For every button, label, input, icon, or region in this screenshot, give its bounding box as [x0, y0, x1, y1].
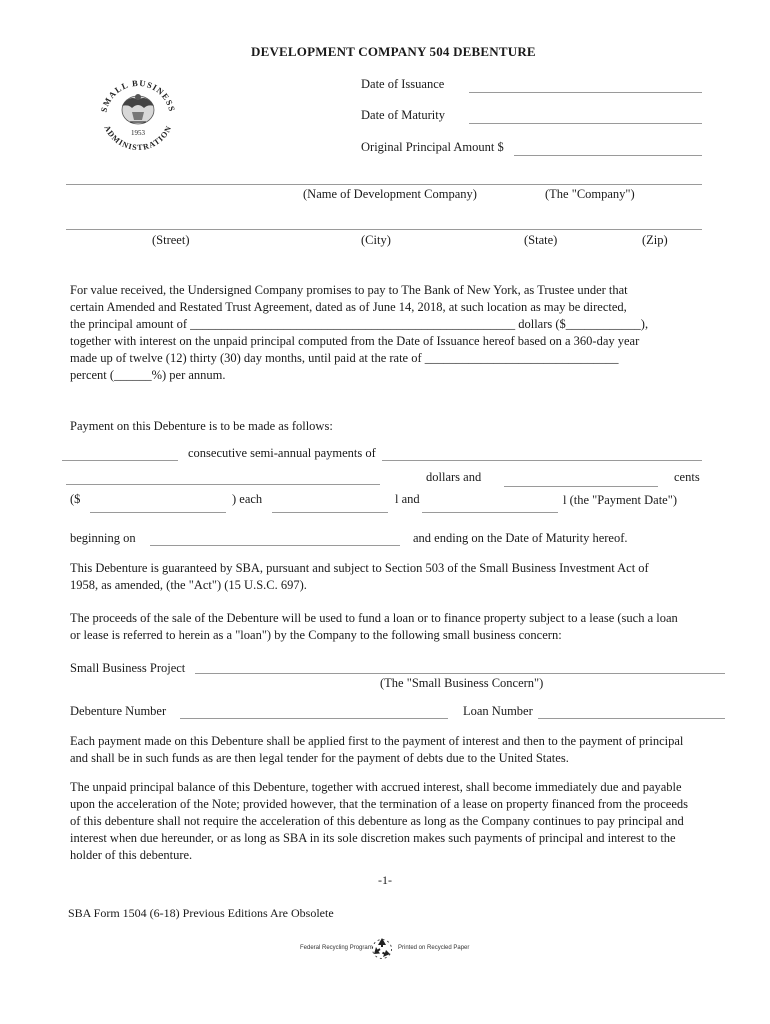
application-paragraph	[70, 733, 683, 767]
payment-amount-words-field[interactable]	[382, 460, 702, 461]
dollar-open-label: ($	[70, 492, 81, 506]
small-business-project-label: Small Business Project	[70, 661, 186, 675]
payment-intro: Payment on this Debenture is to be made as follows:	[70, 419, 333, 433]
application-line: and shall be in such funds as are then legal tender for the payment of debts due to the United States.	[70, 751, 569, 765]
application-line: Each payment made on this Debenture shall be applied first to the payment of interest and then to the payment of principal	[70, 734, 684, 748]
address-field[interactable]	[66, 229, 702, 230]
small-business-project-field[interactable]	[195, 673, 725, 674]
and-label: l and	[395, 492, 420, 506]
zip-label: (Zip)	[642, 233, 668, 247]
promise-paragraph	[70, 282, 648, 384]
guarantee-line: 1958, as amended, (the "Act") (15 U.S.C. 697).	[70, 578, 307, 592]
acceleration-line: upon the acceleration of the Note; provided however, that the termination of a lease on property financed from the proceeds	[70, 797, 689, 811]
sba-seal	[92, 70, 184, 150]
payment-date-2-field[interactable]	[422, 512, 558, 513]
beginning-on-label: beginning on	[70, 531, 136, 545]
seal-bottom-text: ADMINISTRATION	[102, 123, 174, 150]
company-name-label: (Name of Development Company)	[303, 187, 477, 201]
small-business-concern-label: (The "Small Business Concern")	[380, 676, 544, 690]
each-label: ) each	[232, 492, 263, 506]
promise-line: together with interest on the unpaid principal computed from the Date of Issuance hereof based on a 360-day year	[70, 334, 640, 348]
cents-field[interactable]	[504, 486, 658, 487]
number-of-payments-field[interactable]	[62, 460, 178, 461]
beginning-on-field[interactable]	[150, 545, 400, 546]
payment-amount-words-field-2[interactable]	[66, 484, 380, 485]
street-label: (Street)	[152, 233, 190, 247]
recycled-paper-text: Printed on Recycled Paper	[398, 945, 470, 951]
cents-label: cents	[674, 470, 700, 484]
loan-number-label: Loan Number	[463, 704, 533, 718]
sba-seal-icon	[92, 70, 184, 150]
payment-amount-numeric-field[interactable]	[90, 512, 226, 513]
acceleration-line: of this debenture shall not require the acceleration of this debenture as long as the Company continues to pay principal and	[70, 814, 684, 828]
consecutive-label: consecutive semi-annual payments of	[188, 446, 376, 460]
date-of-maturity-label: Date of Maturity	[361, 108, 446, 122]
document-title: DEVELOPMENT COMPANY 504 DEBENTURE	[251, 44, 536, 59]
date-of-maturity-field[interactable]	[469, 123, 702, 124]
seal-top-text: SMALL BUSINESS	[98, 77, 178, 114]
acceleration-line: holder of this debenture.	[70, 848, 193, 862]
recycling-program-text: Federal Recycling Program	[300, 945, 373, 951]
date-of-issuance-label: Date of Issuance	[361, 77, 445, 91]
acceleration-paragraph	[70, 779, 688, 864]
loan-number-field[interactable]	[538, 718, 725, 719]
company-name-field[interactable]	[66, 184, 702, 185]
guarantee-line: This Debenture is guaranteed by SBA, pursuant and subject to Section 503 of the Small Business Investment Act of	[70, 561, 649, 575]
recycle-icon	[370, 936, 394, 960]
proceeds-line: or lease is referred to herein as a "loan") by the Company to the following small business concern:	[70, 628, 562, 642]
promise-line: percent (______%) per annum.	[70, 368, 226, 382]
proceeds-line: The proceeds of the sale of the Debenture will be used to fund a loan or to finance property subject to a lease (such a loan	[70, 611, 678, 625]
state-label: (State)	[524, 233, 558, 247]
promise-line: the principal amount of ____________________________________________________ dollars ($____________),	[70, 317, 649, 331]
guarantee-paragraph	[70, 560, 649, 594]
debenture-number-label: Debenture Number	[70, 704, 167, 718]
acceleration-line: interest when due hereunder, or as long as SBA in its sole discretion makes such payments of principal and interest to the	[70, 831, 676, 845]
promise-line: made up of twelve (12) thirty (30) day months, until paid at the rate of _______________________________	[70, 351, 619, 365]
proceeds-paragraph	[70, 610, 678, 644]
original-principal-label: Original Principal Amount $	[361, 140, 504, 154]
promise-line: For value received, the Undersigned Company promises to pay to The Bank of New York, as Trustee under that	[70, 283, 628, 297]
payment-date-1-field[interactable]	[272, 512, 388, 513]
dollars-and-label: dollars and	[426, 470, 482, 484]
original-principal-field[interactable]	[514, 155, 702, 156]
promise-line: certain Amended and Restated Trust Agreement, dated as of June 14, 2018, at such location as may be directed,	[70, 300, 627, 314]
payment-date-label: l (the "Payment Date")	[563, 493, 677, 507]
seal-year: 1953	[131, 129, 145, 137]
the-company-label: (The "Company")	[545, 187, 635, 201]
page-number: -1-	[378, 873, 392, 887]
date-of-issuance-field[interactable]	[469, 92, 702, 93]
form-id: SBA Form 1504 (6-18) Previous Editions Are Obsolete	[68, 906, 334, 920]
debenture-number-field[interactable]	[180, 718, 448, 719]
city-label: (City)	[361, 233, 391, 247]
ending-on-label: and ending on the Date of Maturity hereof.	[413, 531, 628, 545]
acceleration-line: The unpaid principal balance of this Debenture, together with accrued interest, shall become immediately due and payable	[70, 780, 682, 794]
